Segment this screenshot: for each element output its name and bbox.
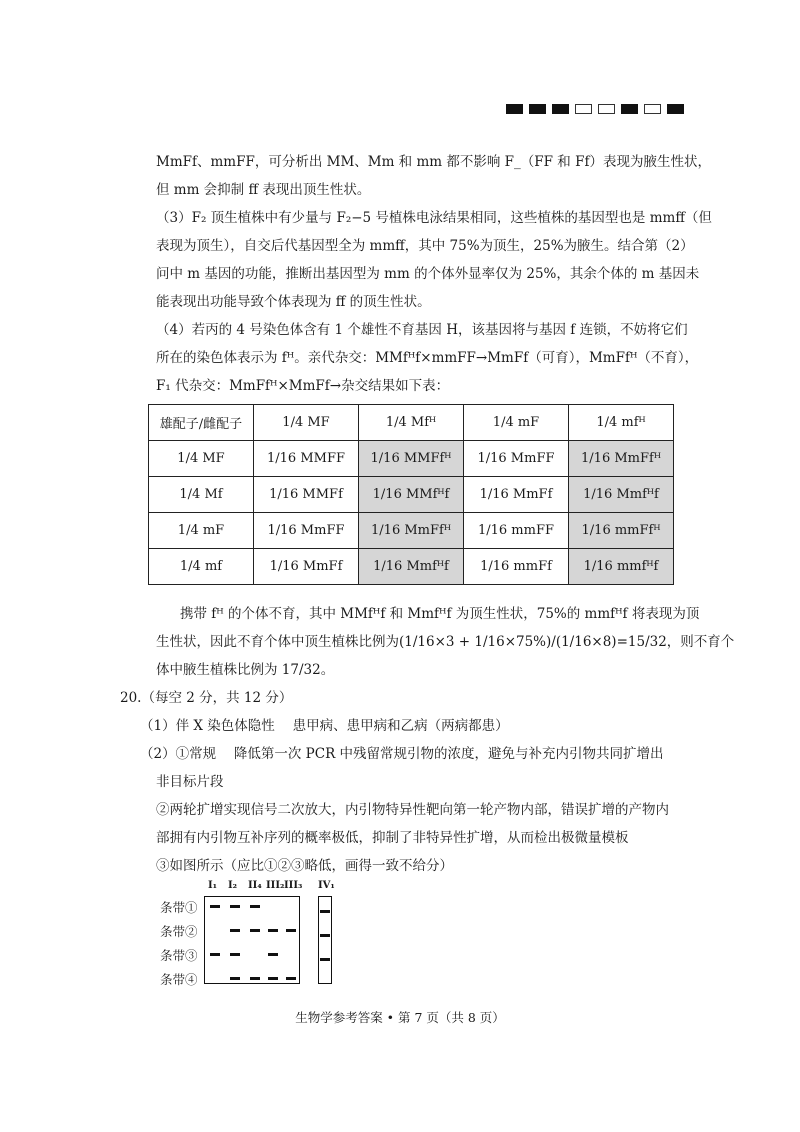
table-cell: 1/16 mmFfᴴ [569, 513, 674, 549]
table-cell: 1/16 MmFfᴴ [569, 441, 674, 477]
marker-square [644, 104, 661, 114]
table-cell: 1/16 MmFF [464, 441, 569, 477]
gel-band [320, 958, 330, 961]
gel-band [230, 905, 240, 908]
table-cell: 1/16 Mmfᴴf [359, 549, 464, 585]
gel-band [320, 934, 330, 937]
table-cell: 1/16 MmFF [254, 513, 359, 549]
marker-square [506, 104, 523, 114]
table-cell: 1/4 mF [149, 513, 254, 549]
paragraph-line: 但 mm 会抑制 ff 表现出顶生性状。 [156, 182, 371, 198]
question-20-title: 20.（每空 2 分，共 12 分） [120, 690, 293, 706]
gel-band [320, 910, 330, 913]
band-label: 条带① [160, 900, 198, 915]
table-row [149, 513, 674, 549]
header-marker [506, 104, 684, 116]
gel-frame [204, 896, 300, 984]
table-cell: 1/16 MmFf [254, 549, 359, 585]
table-header-cell: 1/4 mfᴴ [569, 405, 674, 441]
punnett-table [148, 404, 674, 585]
answer-line: （2）①常规 降低第一次 PCR 中残留常规引物的浓度，避免与补充内引物共同扩增出 [140, 746, 664, 762]
lane-label: III₃ [284, 880, 303, 891]
gel-band [230, 929, 240, 932]
gel-band [250, 977, 260, 980]
marker-square [529, 104, 546, 114]
table-cell: 1/16 MmFfᴴ [359, 513, 464, 549]
table-cell: 1/16 MMFfᴴ [359, 441, 464, 477]
table-header-cell: 雄配子/雌配子 [149, 405, 254, 441]
lane-label: I₂ [228, 880, 238, 891]
gel-band [268, 929, 278, 932]
table-header-cell: 1/4 Mfᴴ [359, 405, 464, 441]
marker-square [552, 104, 569, 114]
table-cell: 1/4 MF [149, 441, 254, 477]
answer-line: ③如图所示（应比①②③略低，画得一致不给分） [156, 858, 453, 874]
table-cell: 1/16 mmfᴴf [569, 549, 674, 585]
lane-label: II₄ [248, 880, 262, 891]
band-label: 条带③ [160, 948, 198, 963]
paragraph-line: 所在的染色体表示为 fᴴ。亲代杂交：MMfᴴf×mmFF→MmFf（可育），MmFfᴴ（不育）， [156, 350, 699, 366]
answer-line: 非目标片段 [156, 774, 224, 790]
gel-band [230, 953, 240, 956]
paragraph-line: 携带 fᴴ 的个体不育，其中 MMfᴴf 和 Mmfᴴf 为顶生性状，75%的 mmfᴴf 将表现为顶 [180, 606, 700, 622]
answer-line: ②两轮扩增实现信号二次放大，内引物特异性靶向第一轮产物内部，错误扩增的产物内 [156, 802, 669, 818]
table-cell: 1/16 MMfᴴf [359, 477, 464, 513]
gel-band [230, 977, 240, 980]
marker-square [575, 104, 592, 114]
table-cell: 1/16 MmFf [464, 477, 569, 513]
gel-band [268, 977, 278, 980]
gel-band [210, 953, 220, 956]
table-row [149, 549, 674, 585]
table-row [149, 441, 674, 477]
paragraph-line: 问中 m 基因的功能，推断出基因型为 mm 的个体外显率仅为 25%，其余个体的 m 基因未 [156, 266, 700, 282]
gel-band [286, 929, 296, 932]
marker-square [598, 104, 615, 114]
band-label: 条带② [160, 924, 198, 939]
paragraph-line: （3）F₂ 顶生植株中有少量与 F₂−5 号植株电泳结果相同，这些植株的基因型也是 mmff（但 [156, 210, 712, 226]
paragraph-line: 能表现出功能导致个体表现为 ff 的顶生性状。 [156, 294, 431, 310]
band-label: 条带④ [160, 972, 198, 987]
marker-square [621, 104, 638, 114]
table-cell: 1/4 mf [149, 549, 254, 585]
table-cell: 1/4 Mf [149, 477, 254, 513]
page-footer: 生物学参考答案 • 第 7 页（共 8 页） [295, 1010, 505, 1025]
paragraph-line: 体中腋生植株比例为 17/32。 [156, 662, 335, 678]
gel-band [250, 929, 260, 932]
table-cell: 1/16 Mmfᴴf [569, 477, 674, 513]
gel-band [250, 905, 260, 908]
table-header-row [149, 405, 674, 441]
table-row [149, 477, 674, 513]
lane-label: IV₁ [318, 880, 335, 891]
gel-band [268, 953, 278, 956]
marker-square [667, 104, 684, 114]
paragraph-line: MmFf、mmFF，可分析出 MM、Mm 和 mm 都不影响 F_（FF 和 Ff）表现为腋生性状， [156, 154, 711, 170]
answer-line: 部拥有内引物互补序列的概率极低，抑制了非特异性扩增，从而检出极微量模板 [156, 830, 629, 846]
lane-label: III₂ [266, 880, 285, 891]
paragraph-line: （4）若丙的 4 号染色体含有 1 个雄性不育基因 H，该基因将与基因 f 连锁，不妨将它们 [156, 322, 688, 338]
paragraph-line: 表现为顶生），自交后代基因型全为 mmff，其中 75%为顶生，25%为腋生。结合第（2） [156, 238, 694, 254]
table-cell: 1/16 MMFf [254, 477, 359, 513]
paragraph-line: 生性状，因此不育个体中顶生植株比例为(1/16×3 + 1/16×75%)/(1/16×8)=15/32，则不育个 [156, 634, 735, 650]
table-header-cell: 1/4 mF [464, 405, 569, 441]
answer-line: （1）伴 X 染色体隐性 患甲病、患甲病和乙病（两病都患） [140, 718, 509, 734]
lane-label: I₁ [208, 880, 218, 891]
table-cell: 1/16 mmFF [464, 513, 569, 549]
paragraph-line: F₁ 代杂交：MmFfᴴ×MmFf→杂交结果如下表： [156, 378, 450, 394]
gel-diagram [160, 880, 360, 990]
gel-band [210, 905, 220, 908]
table-cell: 1/16 mmFf [464, 549, 569, 585]
table-cell: 1/16 MMFF [254, 441, 359, 477]
gel-band [286, 977, 296, 980]
table-header-cell: 1/4 MF [254, 405, 359, 441]
